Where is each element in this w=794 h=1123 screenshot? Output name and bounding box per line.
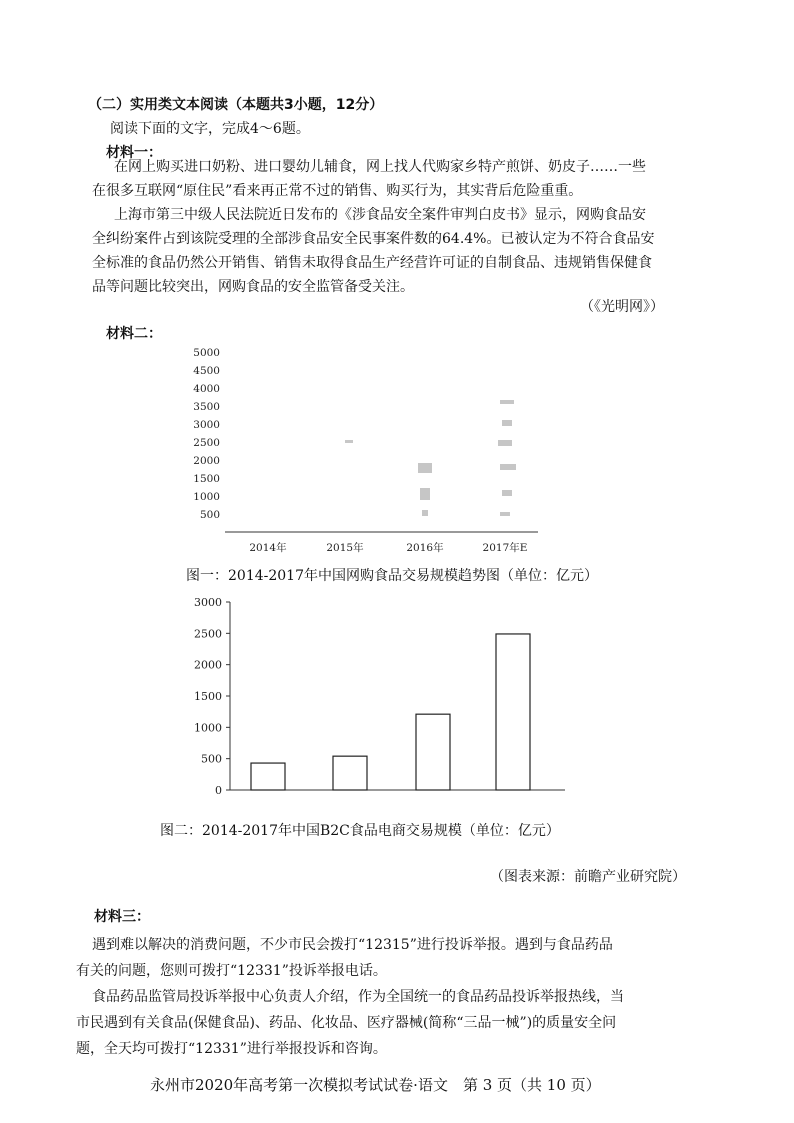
material3-p1-line2: 有关的问题，您则可拨打“12331”投诉举报电话。: [76, 963, 387, 979]
material3-p2-line3: 题，全天均可拨打“12331”进行举报投诉和咨询。: [76, 1041, 387, 1057]
chart1-x-tick-label: 2016年: [406, 542, 444, 554]
chart2-y-tick-label: 0: [215, 784, 222, 797]
chart1-y-tick-label: 4500: [193, 365, 220, 377]
material1-p2-line4: 品等问题比较突出，网购食品的安全监管备受关注。: [92, 279, 414, 295]
chart1-x-tick-label: 2015年: [326, 542, 364, 554]
material3-label: 材料三：: [94, 909, 150, 925]
material1-body: [92, 155, 692, 299]
chart2-y-tick-label: 500: [201, 752, 222, 766]
material1-p2-line2: 全纠纷案件占到该院受理的全部涉食品安全民事案件数的64.4%。已被认定为不符合食品安: [92, 231, 655, 247]
chart2-bar: [496, 634, 530, 790]
chart1-y-tick-label: 4000: [193, 383, 220, 395]
instruction: 阅读下面的文字，完成4～6题。: [110, 121, 310, 137]
material3-p2-line2: 市民遇到有关食品(保健食品)、药品、化妆品、医疗器械(简称“三品一械”)的质量安全问: [76, 1015, 617, 1031]
chart1-y-tick-label: 5000: [193, 347, 220, 359]
figure1-caption: 图一：2014-2017年中国网购食品交易规模趋势图（单位：亿元）: [186, 568, 598, 584]
chart1-y-tick-label: 3500: [193, 401, 220, 413]
material1-p2-line1: 上海市第三中级人民法院近日发布的《涉食品安全案件审判白皮书》显示，网购食品安: [114, 207, 646, 223]
material1-label: 材料一：: [106, 145, 162, 161]
chart2-y-tick-label: 3000: [194, 596, 222, 609]
page-footer: 永州市2020年高考第一次模拟考试试卷·语文 第 3 页（共 10 页）: [150, 1076, 601, 1094]
chart2-y-tick-label: 2500: [194, 627, 222, 641]
material1-source: （《光明网》）: [580, 299, 664, 315]
chart1-y-tick-label: 2000: [193, 455, 220, 467]
material3-body: [76, 932, 706, 1062]
chart2-bar: [251, 763, 285, 790]
chart1-x-tick-label: 2014年: [249, 542, 287, 554]
material3-p1-line1: 遇到难以解决的消费问题，不少市民会拨打“12315”进行投诉举报。遇到与食品药品: [92, 937, 613, 953]
section-title: （二）实用类文本阅读（本题共3小题，12分）: [88, 97, 384, 113]
chart1-y-tick-label: 1500: [193, 473, 220, 485]
chart1-faded-marks: [345, 400, 516, 516]
chart1-y-tick-label: 500: [199, 509, 220, 521]
chart1-y-tick-label: 1000: [193, 491, 220, 503]
chart-figure2: [190, 592, 580, 802]
chart1-x-tick-label: 2017年E: [482, 542, 528, 554]
chart2-y-tick-label: 1000: [194, 721, 222, 735]
material3-p2-line1: 食品药品监管局投诉举报中心负责人介绍，作为全国统一的食品药品投诉举报热线，当: [92, 989, 624, 1005]
chart1-y-tick-label: 2500: [193, 437, 220, 449]
material1-p1-line1: 在网上购买进口奶粉、进口婴幼儿辅食，网上找人代购家乡特产煎饼、奶皮子……一些: [114, 159, 646, 175]
chart2-y-tick-label: 1500: [194, 690, 222, 703]
material2-label: 材料二：: [106, 326, 162, 342]
chart2-bar: [416, 714, 450, 790]
chart1-y-tick-label: 3000: [193, 419, 220, 431]
chart2-y-tick-label: 2000: [194, 658, 222, 672]
material1-p2-line3: 全标准的食品仍然公开销售、销售未取得食品生产经营许可证的自制食品、违规销售保健食: [92, 255, 652, 271]
chart2-bar: [333, 756, 367, 790]
material2-source: （图表来源：前瞻产业研究院）: [490, 869, 686, 885]
chart-figure1: [180, 340, 560, 560]
material1-p1-line2: 在很多互联网“原住民”看来再正常不过的销售、购买行为，其实背后危险重重。: [92, 183, 583, 199]
figure2-caption: 图二：2014-2017年中国B2C食品电商交易规模（单位：亿元）: [160, 823, 560, 839]
